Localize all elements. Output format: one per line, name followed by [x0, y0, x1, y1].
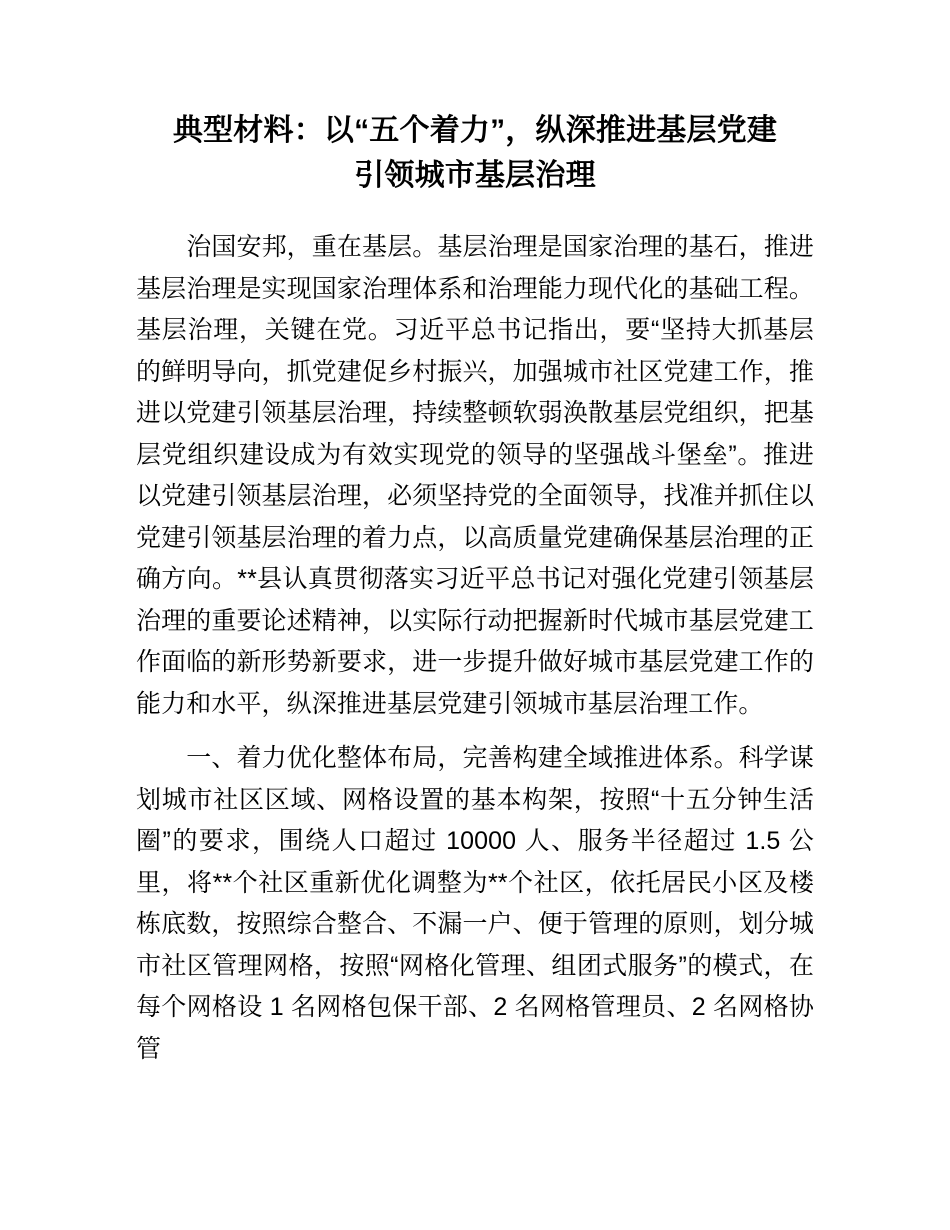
paragraph-text: 一、着力优化整体布局，完善构建全域推进体系。科学谋划城市社区区域、网格设置的基本构架，按照“十五分钟生活圈”的要求，围绕人口超过 10000 人、服务半径超过 1.5 公里，将**个社区重新优化调整为**个社区，依托居民小区及楼栋底数，按照综合整合、不漏一户、便于管理的原则，划分城市社区管理网格，按照“网格化管理、组团式服务”的模式，在每个网格设 1 名网格包保干部、2 名网格管理员、2 名网格协管 — [136, 744, 814, 1063]
paragraph-section-one — [136, 738, 814, 1070]
paragraph-text: 治国安邦，重在基层。基层治理是国家治理的基石，推进基层治理是实现国家治理体系和治理能力现代化的基础工程。基层治理，关键在党。习近平总书记指出，要“坚持大抓基层的鲜明导向，抓党建促乡村振兴，加强城市社区党建工作，推进以党建引领基层治理，持续整顿软弱涣散基层党组织，把基层党组织建设成为有效实现党的领导的坚强战斗堡垒”。推进以党建引领基层治理，必须坚持党的全面领导，找准并抓住以党建引领基层治理的着力点，以高质量党建确保基层治理的正确方向。**县认真贯彻落实习近平总书记对强化党建引领基层治理的重要论述精神，以实际行动把握新时代城市基层党建工作面临的新形势新要求，进一步提升做好城市基层党建工作的能力和水平，纵深推进基层党建引领城市基层治理工作。 — [136, 233, 814, 718]
title-line-1: 典型材料：以“五个着力”，纵深推进基层党建 — [172, 114, 778, 147]
paragraph-intro — [136, 227, 814, 725]
document-content — [136, 0, 814, 1070]
paragraph-indent — [136, 744, 186, 772]
page-title — [136, 0, 814, 198]
paragraph-indent — [136, 233, 186, 261]
title-line-2: 引领城市基层治理 — [354, 159, 596, 192]
